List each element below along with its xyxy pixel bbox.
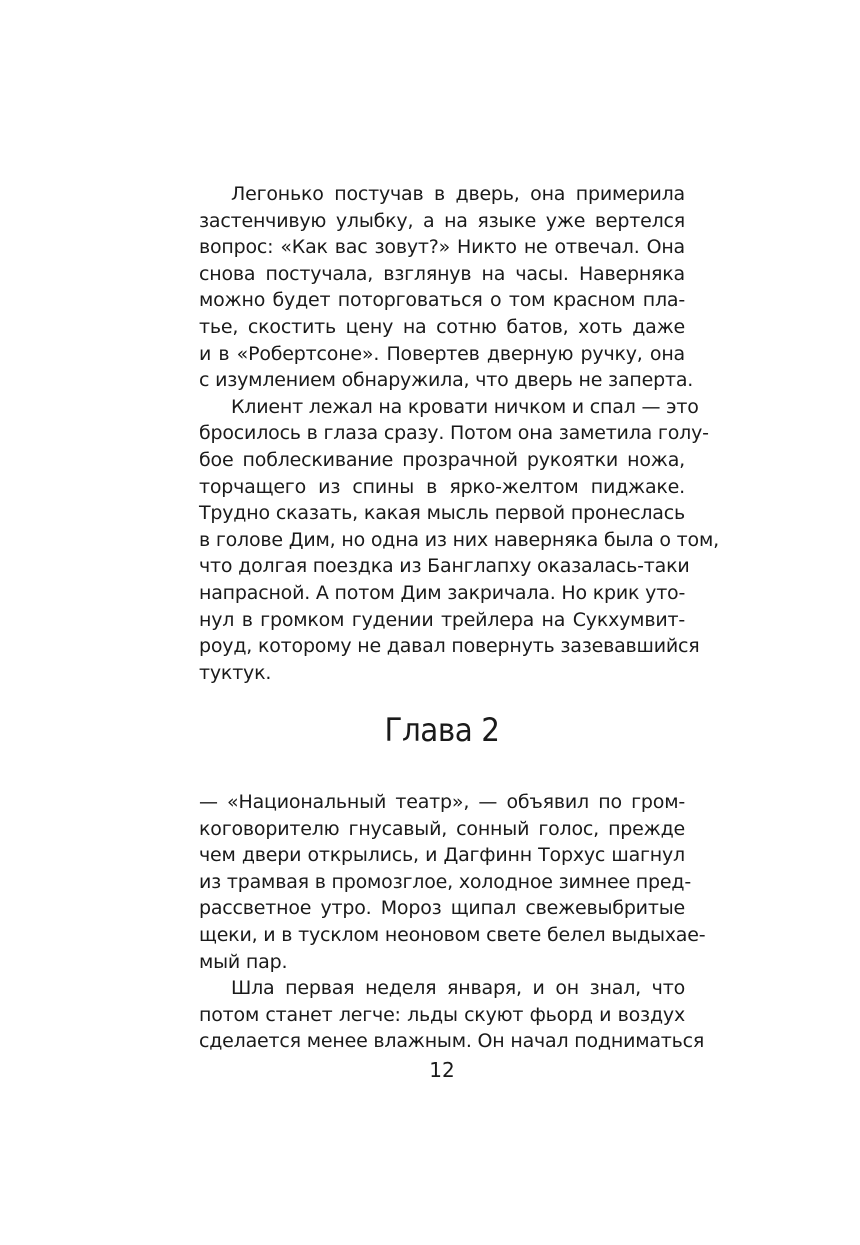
text-line: мый пар. <box>199 950 288 973</box>
text-line: бросилось в глаза сразу. Потом она заметила голу- <box>199 422 709 445</box>
text-line: вопрос: «Как вас зовут?» Никто не отвечал. Она <box>199 236 685 259</box>
paragraph <box>199 394 719 687</box>
text-line: потом станет легче: льды скуют фьорд и воздух <box>199 1003 685 1026</box>
text-line: снова постучала, взглянув на часы. Наверняка <box>199 262 685 285</box>
text-line: торчащего из спины в ярко-желтом пиджаке. <box>199 475 685 498</box>
text-line: Шла первая неделя января, и он знал, что <box>231 977 685 1000</box>
text-line: застенчивую улыбку, а на языке уже вертелся <box>199 209 685 232</box>
text-line: и в «Робертсоне». Повертев дверную ручку, она <box>199 342 685 365</box>
text-line: рассветное утро. Мороз щипал свежевыбритые <box>199 897 685 920</box>
text-line: напрасной. А потом Дим закричала. Но крик уто- <box>199 581 686 604</box>
text-line: Трудно сказать, какая мысль первой пронеслась <box>199 502 685 525</box>
text-line: в голове Дим, но одна из них наверняка была о том, <box>199 528 719 551</box>
page-number: 12 <box>429 1058 455 1082</box>
text-line: из трамвая в промозглое, холодное зимнее пред- <box>199 870 691 893</box>
text-line: что долгая поездка из Банглапху оказалась-таки <box>199 555 690 578</box>
text-block-after-chapter <box>199 789 706 1055</box>
text-line: коговорителю гнусавый, сонный голос, прежде <box>199 817 685 840</box>
paragraph <box>199 789 706 975</box>
text-line: Легонько постучав в дверь, она примерила <box>231 183 685 205</box>
text-block-before-chapter <box>199 181 719 686</box>
text-line: нул в громком гудении трейлера на Сукхумвит- <box>199 608 685 631</box>
paragraph <box>199 181 694 394</box>
chapter-title: Глава 2 <box>384 711 500 749</box>
text-line: — «Национальный театр», — объявил по гром- <box>199 791 685 813</box>
text-line: чем двери открылись, и Дагфинн Торхус шагнул <box>199 844 685 867</box>
text-line: бое поблескивание прозрачной рукоятки ножа, <box>199 448 685 471</box>
text-line: с изумлением обнаружила, что дверь не заперта. <box>199 369 694 392</box>
text-line: роуд, которому не давал повернуть зазевавшийся <box>199 635 700 658</box>
text-line: сделается менее влажным. Он начал подниматься <box>199 1030 705 1053</box>
text-line: тье, скостить цену на сотню батов, хоть даже <box>199 315 685 338</box>
text-line: щеки, и в тусклом неоновом свете белел выдыхае- <box>199 923 706 946</box>
text-line: можно будет поторговаться о том красном пла- <box>199 289 685 312</box>
text-line: Клиент лежал на кровати ничком и спал — это <box>231 395 699 418</box>
text-line: туктук. <box>199 661 272 684</box>
paragraph <box>199 975 705 1055</box>
